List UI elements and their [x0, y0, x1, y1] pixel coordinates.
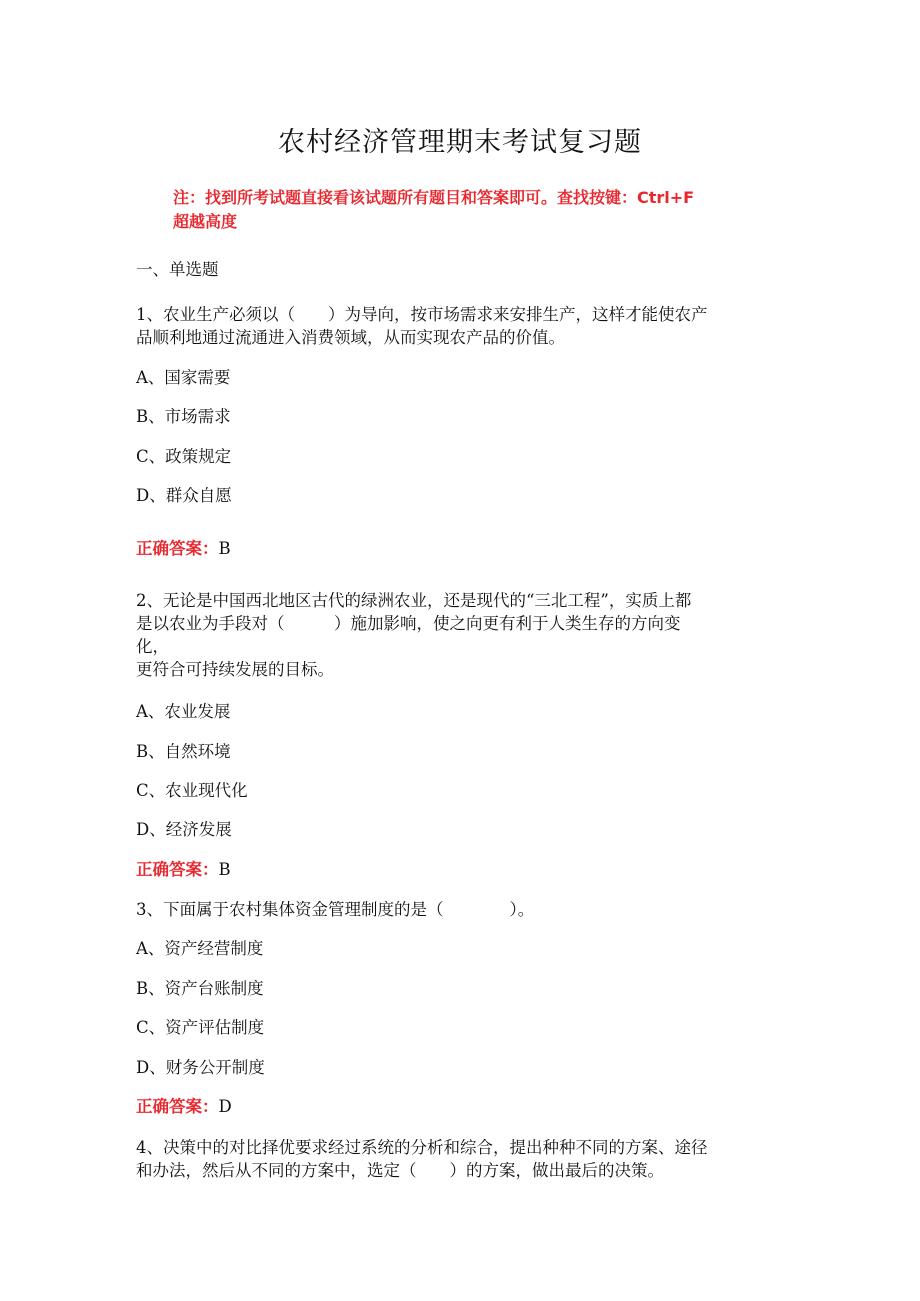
section-heading: 一、单选题 — [136, 260, 219, 279]
answer-value: D — [218, 1097, 232, 1116]
answer-value: B — [218, 539, 231, 558]
notice-line-1: 注：找到所考试题直接看该试题所有题目和答案即可。查找按键：Ctrl+F — [173, 188, 695, 207]
question-2-answer — [136, 858, 231, 881]
question-1-option-c: C、政策规定 — [136, 447, 232, 466]
answer-label: 正确答案： — [136, 860, 219, 879]
question-1-option-a: A、国家需要 — [136, 368, 231, 387]
question-2-line-4: 更符合可持续发展的目标。 — [136, 660, 334, 679]
question-1-option-b: B、市场需求 — [136, 407, 231, 426]
question-2-option-c: C、农业现代化 — [136, 781, 248, 800]
question-2-line-2: 是以农业为手段对（ ）施加影响，使之向更有利于人类生存的方向变 — [136, 614, 681, 633]
question-3-answer — [136, 1095, 232, 1118]
answer-label: 正确答案： — [136, 1097, 219, 1116]
question-3-line-1: 3、下面属于农村集体资金管理制度的是（ ）。 — [136, 900, 535, 919]
question-3-option-b: B、资产台账制度 — [136, 979, 264, 998]
question-1-line-1: 1、农业生产必须以（ ）为导向，按市场需求来安排生产，这样才能使农产 — [136, 305, 708, 324]
question-2-option-a: A、农业发展 — [136, 702, 231, 721]
page-title: 农村经济管理期末考试复习题 — [278, 127, 642, 158]
question-2-option-b: B、自然环境 — [136, 742, 231, 761]
question-1-option-d: D、群众自愿 — [136, 486, 232, 505]
answer-value: B — [218, 860, 231, 879]
question-3-option-d: D、财务公开制度 — [136, 1058, 265, 1077]
answer-label: 正确答案： — [136, 539, 219, 558]
question-3-option-c: C、资产评估制度 — [136, 1018, 265, 1037]
question-2-option-d: D、经济发展 — [136, 820, 232, 839]
question-1-line-2: 品顺利地通过流通进入消费领域，从而实现农产品的价值。 — [136, 328, 565, 347]
question-4-line-2: 和办法，然后从不同的方案中，选定（ ）的方案，做出最后的决策。 — [136, 1161, 664, 1180]
question-2-line-1: 2、无论是中国西北地区古代的绿洲农业，还是现代的“三北工程”，实质上都 — [136, 591, 692, 610]
question-4-line-1: 4、决策中的对比择优要求经过系统的分析和综合，提出种种不同的方案、途径 — [136, 1138, 708, 1157]
question-1-answer — [136, 537, 231, 560]
notice-line-2: 超越高度 — [173, 212, 238, 231]
search-notice — [173, 186, 793, 234]
question-2-line-3: 化， — [136, 637, 169, 656]
question-3-option-a: A、资产经营制度 — [136, 939, 264, 958]
